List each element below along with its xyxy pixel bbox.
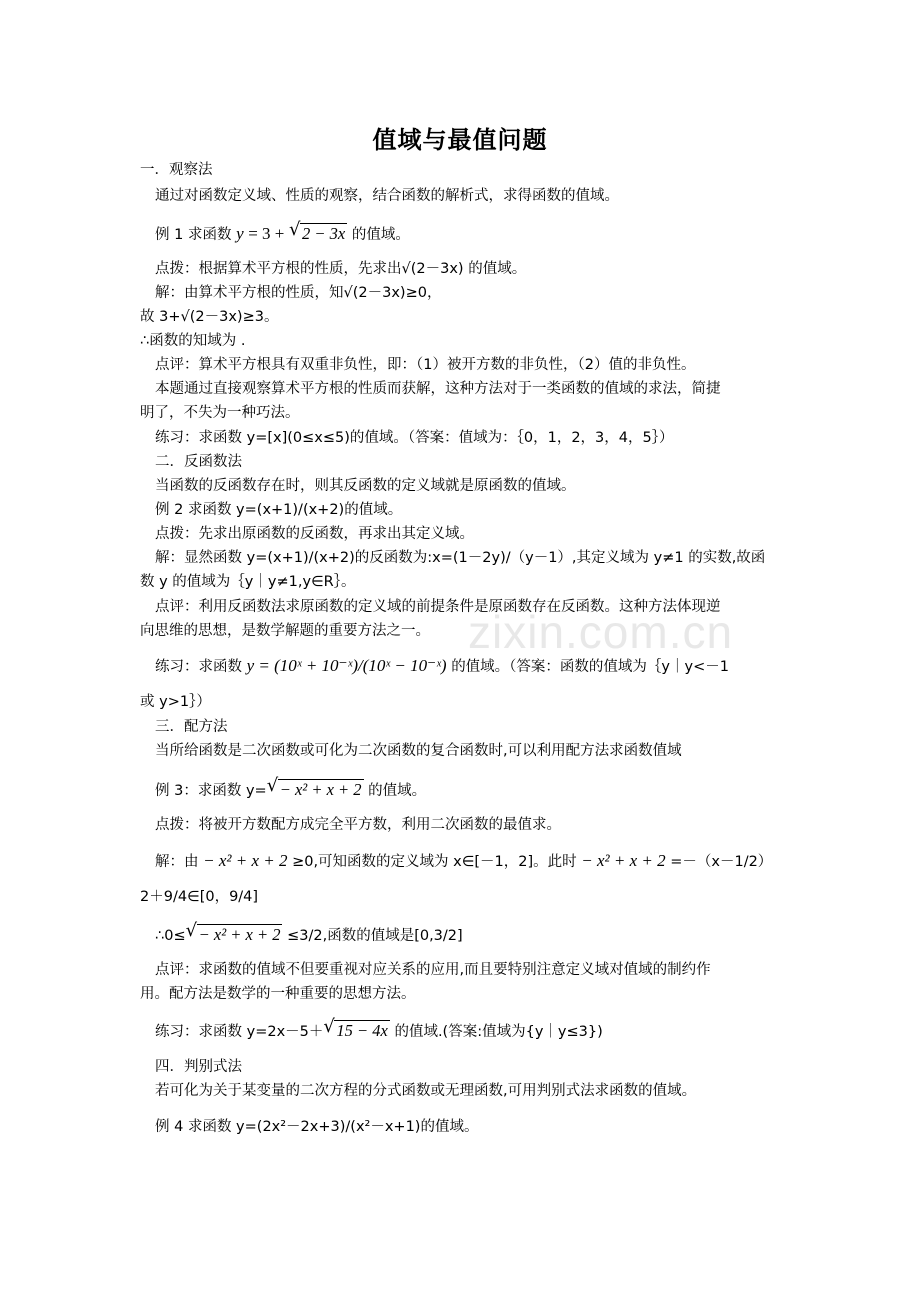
example-1-eq: = 3 + <box>248 224 285 243</box>
example-1-paragraph-1: 本题通过直接观察算术平方根的性质而获解，这种方法对于一类函数的值域的求法，简捷 <box>155 381 721 397</box>
example-3-solution-3 <box>155 920 463 946</box>
example-1-paragraph-2: 明了，不失为一种巧法。 <box>140 405 300 421</box>
practice-2-continuation: 或 y>1｝） <box>140 694 211 710</box>
example-2-comment-2: 向思维的思想，是数学解题的重要方法之一。 <box>140 623 430 639</box>
section-3-intro: 当所给函数是二次函数或可化为二次函数的复合函数时,可以利用配方法求函数值域 <box>155 743 682 759</box>
example-3-sol-c: ≥0,可知函数的定义域为 x∈[－1，2]。此时 <box>292 854 577 870</box>
practice-3-radicand: 15 − 4x <box>336 1021 388 1040</box>
example-1-radicand: 2 − 3x <box>302 224 346 243</box>
watermark: zixin.com.cn <box>468 606 734 658</box>
example-3-prefix: 例 3：求函数 y= <box>155 783 267 799</box>
example-3-sol-d: − x² + x + 2 <box>581 851 666 870</box>
example-2-solution-2: 数 y 的值域为｛y｜y≠1,y∈R｝。 <box>140 574 356 590</box>
section-2-intro: 当函数的反函数存在时，则其反函数的定义域就是原函数的值域。 <box>155 478 576 494</box>
example-1 <box>155 219 410 245</box>
practice-2-prefix: 练习：求函数 <box>155 659 242 675</box>
example-3-solution-2: 2＋9/4∈[0，9/4] <box>140 889 259 905</box>
sqrt-icon: √ <box>323 1016 335 1037</box>
example-3-hint: 点拨：将被开方数配方成完全平方数，利用二次函数的最值求。 <box>155 817 561 833</box>
sqrt-icon: √ <box>266 775 279 796</box>
practice-2-formula: y = (10ˣ + 10⁻ˣ)/(10ˣ − 10⁻ˣ) <box>246 656 447 675</box>
sqrt-icon: √ <box>185 920 198 941</box>
example-3-sol3-radicand: − x² + x + 2 <box>198 925 281 944</box>
example-3-solution-1 <box>155 851 772 872</box>
section-4-intro: 若可化为关于某变量的二次方程的分式函数或无理函数,可用判别式法求函数的值域。 <box>155 1083 697 1099</box>
practice-2 <box>155 656 729 677</box>
practice-3 <box>155 1016 603 1042</box>
example-2-comment-1: 点评：利用反函数法求原函数的定义域的前提条件是原函数存在反函数。这种方法体现逆 <box>155 599 721 615</box>
example-1-solution-1: 解：由算术平方根的性质，知√(2－3x)≥0， <box>155 285 442 301</box>
example-3-sol-b: − x² + x + 2 <box>203 851 288 870</box>
practice-3-prefix: 练习：求函数 y=2x－5＋ <box>155 1024 324 1040</box>
example-3-radical <box>266 775 364 801</box>
example-1-prefix: 例 1 求函数 <box>155 227 232 243</box>
example-1-comment: 点评：算术平方根具有双重非负性，即：（1）被开方数的非负性，（2）值的非负性。 <box>155 357 696 373</box>
example-2-hint: 点拨：先求出原函数的反函数，再求出其定义域。 <box>155 526 474 542</box>
example-1-radical <box>289 219 347 245</box>
example-3-sol3-prefix: ∴0≤ <box>155 928 186 944</box>
example-1-suffix: 的值域。 <box>351 227 410 243</box>
example-1-solution-3: ∴函数的知域为 . <box>140 333 246 349</box>
example-3-sol-e: =－（x－1/2） <box>670 854 773 870</box>
example-2-solution-1: 解：显然函数 y=(x+1)/(x+2)的反函数为:x=(1－2y)/（y－1）,其定义域为 y≠1 的实数,故函 <box>155 550 766 566</box>
page-title: 值域与最值问题 <box>372 126 548 154</box>
example-1-lhs: y <box>236 224 244 243</box>
section-2-heading: 二．反函数法 <box>155 454 242 470</box>
example-3-sol-a: 解：由 <box>155 854 199 870</box>
example-3-radicand: − x² + x + 2 <box>279 780 362 799</box>
example-3 <box>155 775 427 801</box>
example-3-suffix: 的值域。 <box>368 783 427 799</box>
example-3-comment-2: 用。配方法是数学的一种重要的思想方法。 <box>140 986 416 1002</box>
section-1-intro: 通过对函数定义域、性质的观察，结合函数的解析式，求得函数的值域。 <box>155 188 619 204</box>
example-2: 例 2 求函数 y=(x+1)/(x+2)的值域。 <box>155 502 403 518</box>
practice-3-suffix: 的值域.(答案:值域为{y｜y≤3}) <box>394 1024 603 1040</box>
sqrt-icon: √ <box>289 219 301 240</box>
practice-3-radical <box>323 1016 389 1042</box>
example-3-comment-1: 点评：求函数的值域不但要重视对应关系的应用,而且要特别注意定义域对值域的制约作 <box>155 962 711 978</box>
example-3-sol3-suffix: ≤3/2,函数的值域是[0,3/2] <box>287 928 463 944</box>
section-3-heading: 三．配方法 <box>155 719 228 735</box>
example-4: 例 4 求函数 y=(2x²－2x+3)/(x²－x+1)的值域。 <box>155 1119 479 1135</box>
section-4-heading: 四．判别式法 <box>155 1059 242 1075</box>
example-3-sol3-radical <box>185 920 283 946</box>
example-1-hint: 点拨：根据算术平方根的性质，先求出√(2－3x) 的值域。 <box>155 261 527 277</box>
example-1-solution-2: 故 3+√(2－3x)≥3。 <box>140 309 279 325</box>
practice-2-suffix: 的值域。（答案：函数的值域为｛y｜y<－1 <box>451 659 729 675</box>
practice-1: 练习：求函数 y=[x](0≤x≤5)的值域。（答案：值域为：｛0，1，2，3，4，5｝） <box>155 430 674 446</box>
section-1-heading: 一．观察法 <box>140 162 213 178</box>
